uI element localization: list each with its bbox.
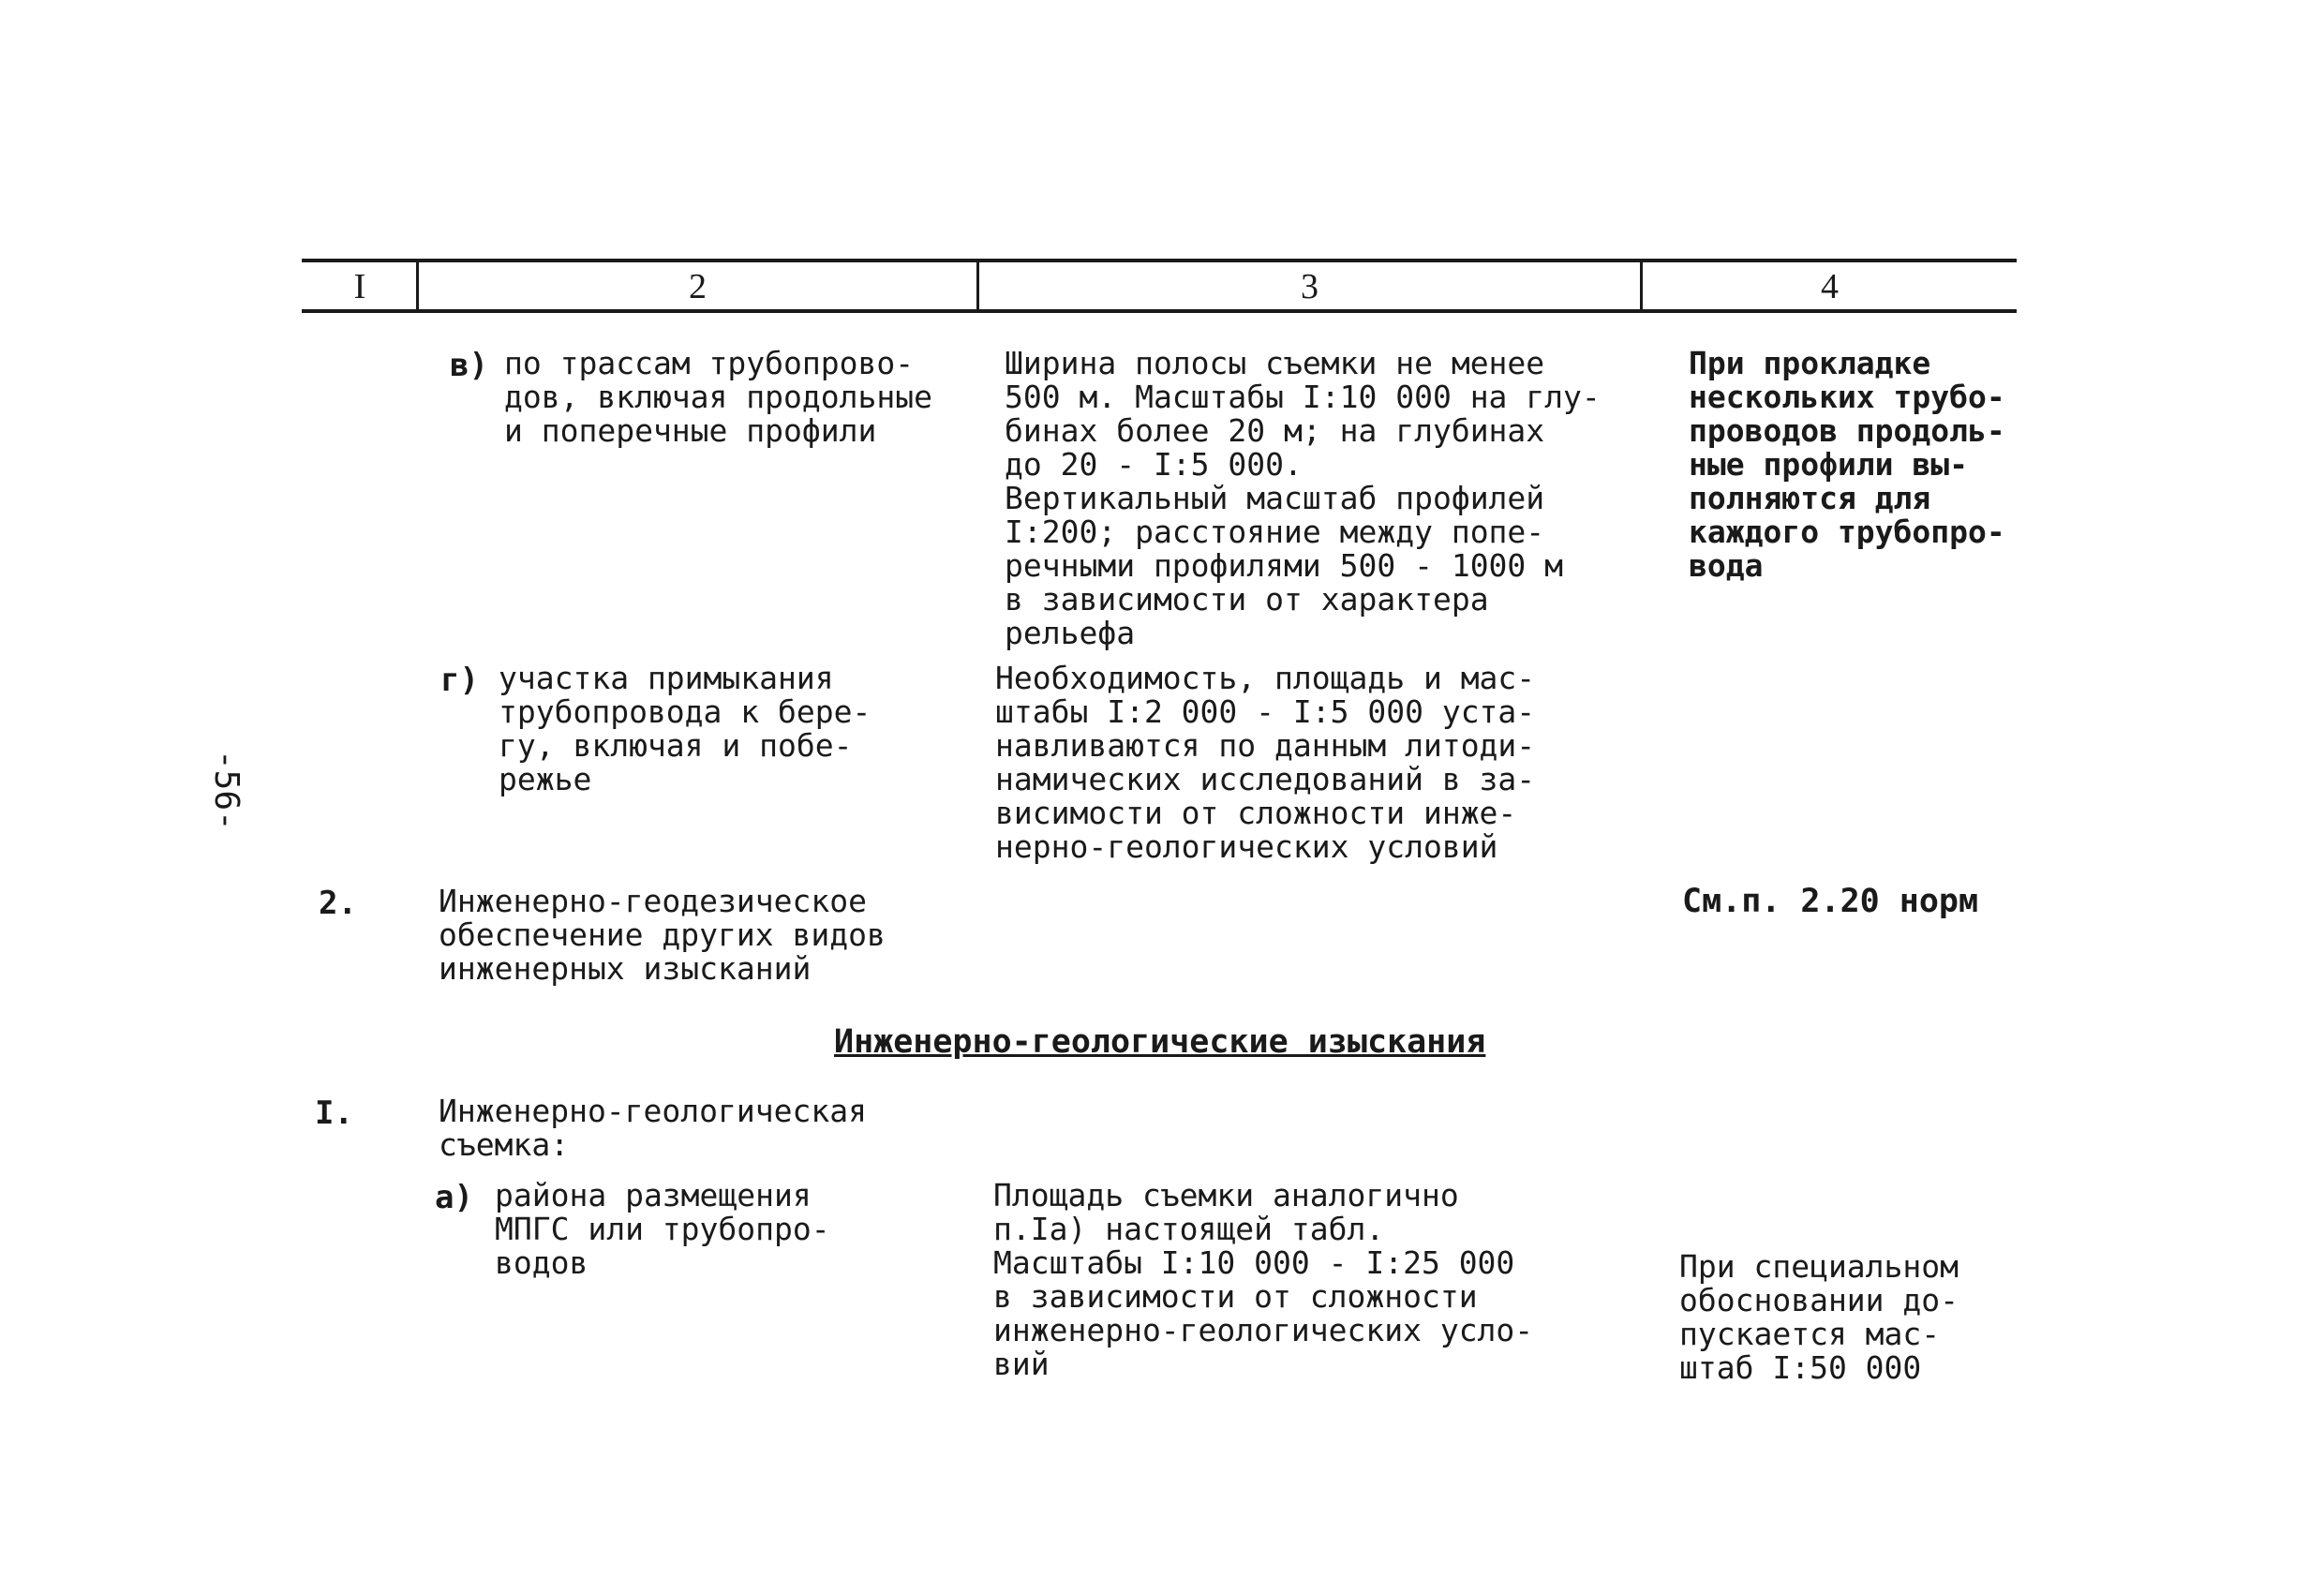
page-number: -56- [207, 750, 246, 831]
section-title: Инженерно-геологические изыскания [834, 1023, 1486, 1061]
row-2-description: Инженерно-геодезическое обеспечение других видов инженерных изысканий [439, 883, 886, 987]
row-g-description: участка примыкания трубопровода к бере- гу, включая и побе- режье [499, 660, 872, 797]
row-g-requirements: Необходимость, площадь и мас- штабы I:2 000 - I:5 000 уста- навливаются по данным литоди- намических исследований в за- висимости от сложности инже- нерно-геологических условий [995, 660, 1536, 865]
row-v-notes: При прокладке нескольких трубо- проводов продоль- ные профили вы- полняются для каждого трубопро- вода [1689, 345, 2005, 584]
row-2-number: 2. [319, 885, 357, 922]
header-col-2: 2 [689, 267, 707, 306]
row-2-notes: См.п. 2.20 норм [1682, 883, 1979, 920]
header-col-1: I [353, 267, 366, 306]
header-bottom-rule [302, 309, 2017, 313]
row-I-number: I. [315, 1094, 353, 1132]
row-v-marker: в) [450, 347, 488, 384]
row-g-marker: г) [440, 662, 479, 699]
row-v-description: по трассам трубопрово- дов, включая продольные и поперечные профили [504, 345, 932, 449]
row-I-description: Инженерно-геологическая съемка: [439, 1093, 867, 1163]
header-col-4: 4 [1821, 267, 1839, 306]
row-a-notes: При специальном обосновании до- пускается мас- штаб I:50 000 [1679, 1248, 1959, 1386]
row-a-description: района размещения МПГС или трубопро- водов [495, 1177, 830, 1281]
row-a-marker: а) [435, 1179, 473, 1216]
row-a-requirements: Площадь съемки аналогично п.Iа) настоящей табл. Масштабы I:10 000 - I:25 000 в зависимости от сложности инженерно-геологических усло- вий [993, 1177, 1534, 1382]
row-v-requirements: Ширина полосы съемки не менее 500 м. Масштабы I:10 000 на глу- бинах более 20 м; на глубинах до 20 - I:5 000. Вертикальный масштаб профилей I:200; расстояние между попе- речными профилями 500 - 1000 м в зависимости от характера рельефа [1005, 345, 1601, 651]
header-col-3: 3 [1301, 267, 1318, 306]
header-top-rule [302, 259, 2017, 262]
